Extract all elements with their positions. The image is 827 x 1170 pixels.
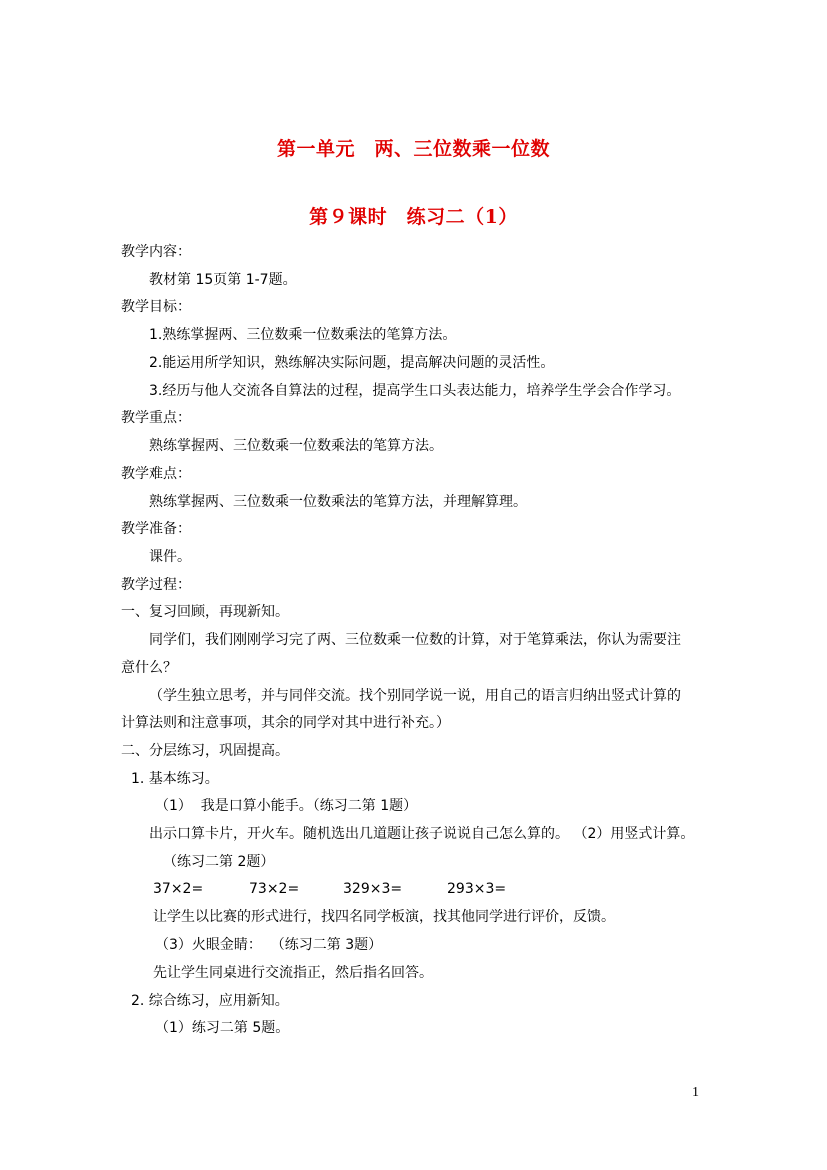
goal-item-2: 2.能运用所学知识，熟练解决实际问题，提高解决问题的灵活性。	[149, 355, 555, 371]
item-1-heading: 1. 基本练习。	[131, 771, 219, 787]
prep-text: 课件。	[149, 549, 191, 565]
goals-label: 教学目标：	[121, 299, 191, 315]
unit-title: 第一单元 两、三位数乘一位数	[276, 138, 550, 160]
key-text: 熟练掌握两、三位数乘一位数乘法的笔算方法。	[149, 438, 443, 454]
item-1-1-heading: （1） 我是口算小能手。（练习二第 1题）	[155, 798, 418, 814]
calc-expression-3: 329×3=	[343, 881, 403, 897]
key-label: 教学重点：	[121, 410, 191, 426]
item-1-3-heading: （3）火眼金睛： （练习二第 3题）	[155, 937, 383, 953]
item-1-1-description: 出示口算卡片，开火车。随机选出几道题让孩子说说自己怎么算的。 （2）用竖式计算。	[149, 826, 695, 842]
difficulty-text: 熟练掌握两、三位数乘一位数乘法的笔算方法，并理解算理。	[149, 494, 527, 510]
page-number: 1	[692, 1085, 699, 1100]
content-label: 教学内容：	[121, 244, 191, 260]
section-1-paragraph-1-cont: 意什么？	[121, 660, 177, 676]
goal-item-3: 3.经历与他人交流各自算法的过程，提高学生口头表达能力，培养学生学会合作学习。	[149, 383, 681, 399]
process-label: 教学过程：	[121, 577, 191, 593]
section-1-paragraph-2: （学生独立思考，并与同伴交流。找个别同学说一说，用自己的语言归纳出竖式计算的	[149, 688, 681, 704]
item-1-3-description: 先让学生同桌进行交流指正，然后指名回答。	[153, 965, 433, 981]
item-2-heading: 2. 综合练习，应用新知。	[131, 993, 289, 1009]
item-2-1-heading: （1）练习二第 5题。	[155, 1020, 290, 1036]
calc-expression-2: 73×2=	[249, 881, 300, 897]
content-text: 教材第 15页第 1-7题。	[149, 272, 297, 288]
section-2-heading: 二、分层练习，巩固提高。	[121, 743, 289, 759]
section-1-paragraph-2-cont: 计算法则和注意事项，其余的同学对其中进行补充。）	[121, 715, 450, 731]
item-1-2-description: 让学生以比赛的形式进行，找四名同学板演，找其他同学进行评价，反馈。	[153, 909, 615, 925]
calc-expression-4: 293×3=	[447, 881, 507, 897]
section-1-heading: 一、复习回顾，再现新知。	[121, 604, 289, 620]
calc-expression-1: 37×2=	[153, 881, 204, 897]
difficulty-label: 教学难点：	[121, 466, 191, 482]
item-1-2-reference: （练习二第 2题）	[163, 854, 275, 870]
section-1-paragraph-1: 同学们，我们刚刚学习完了两、三位数乘一位数的计算，对于笔算乘法，你认为需要注	[149, 632, 681, 648]
prep-label: 教学准备：	[121, 521, 191, 537]
goal-item-1: 1.熟练掌握两、三位数乘一位数乘法的笔算方法。	[149, 327, 457, 343]
lesson-title: 第９课时 练习二（1）	[309, 206, 518, 228]
